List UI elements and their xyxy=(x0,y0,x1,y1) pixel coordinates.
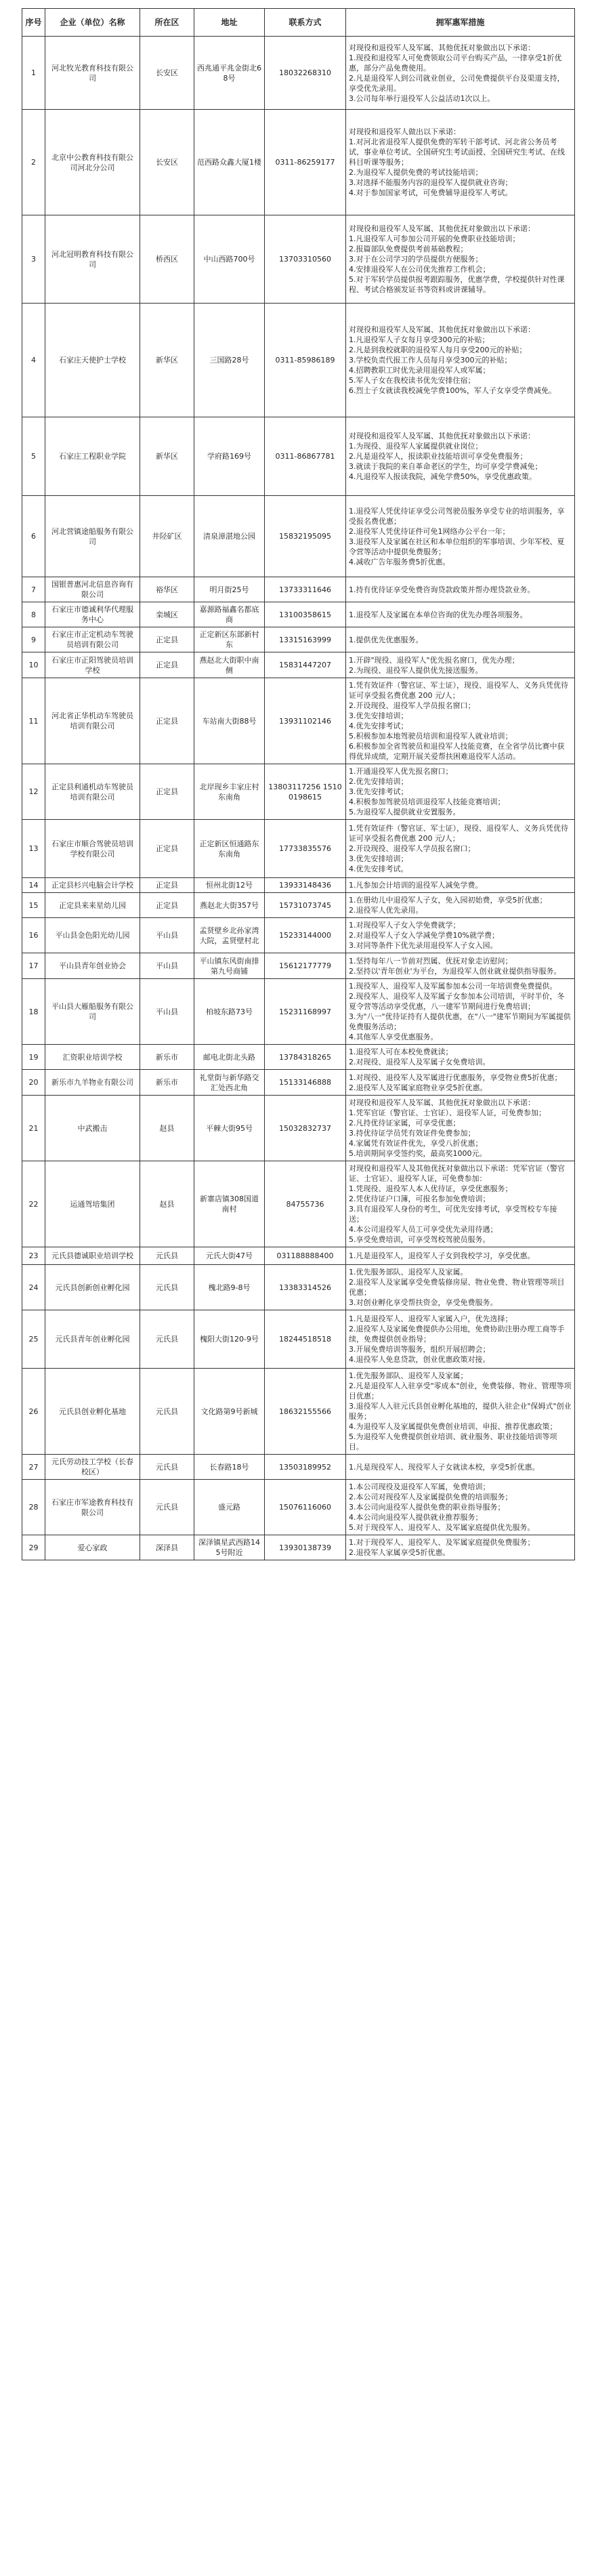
cell-measures: 对现役和退役军人及军属、其他优抚对象做出以下承诺： 1.现役和退役军人可免费领取公司平台购买产品，一律享受1折优惠，部分产品免费使用。 2.凡是退役军人到公司就业创业，公司免费提供平台及渠道支持，享受优先录用。 3.公司每年举行退役军人公益活动1次以上。 xyxy=(346,37,575,110)
cell-no: 1 xyxy=(22,37,45,110)
table-body xyxy=(22,37,575,1560)
cell-address: 槐北路9-8号 xyxy=(194,1265,265,1310)
cell-no: 3 xyxy=(22,215,45,304)
header-address: 地址 xyxy=(194,9,265,37)
cell-district: 正定县 xyxy=(140,820,194,878)
table-row xyxy=(22,1535,575,1560)
cell-district: 正定县 xyxy=(140,764,194,820)
cell-no: 20 xyxy=(22,1070,45,1096)
cell-district: 元氏县 xyxy=(140,1369,194,1455)
table-row xyxy=(22,1265,575,1310)
cell-address: 礼堂街与新华路交汇处西北角 xyxy=(194,1070,265,1096)
table-row xyxy=(22,820,575,878)
cell-address: 孟贤壁乡北孙家湾大院，孟贤壁村北 xyxy=(194,918,265,953)
cell-contact: 17733835576 xyxy=(265,820,346,878)
cell-name: 北京中公教育科技有限公司河北分公司 xyxy=(45,110,140,215)
cell-district: 长安区 xyxy=(140,37,194,110)
cell-district: 桥西区 xyxy=(140,215,194,304)
cell-measures: 1.凡是现役军人、现役军人子女就读本校，享受5折优惠。 xyxy=(346,1455,575,1480)
cell-no: 10 xyxy=(22,652,45,678)
cell-measures: 对现役和退役军人及其他优抚对象做出以下承诺：凭军官证（警官证、士官证）、退役军人证，可免费参加： 1.凭现役、退役军人本人优待证，享受优惠服务； 2.凭优待证户口簿，可报名参加免费培训； 3.具有退役军人身份的考生，可优先安排考试，享受驾校专车接送； 4.本公司退役军人员工可享受优先录用待遇； 5.享受免费培训，可享受驾校驾驶员服务。 xyxy=(346,1161,575,1247)
cell-contact: 15076116060 xyxy=(265,1480,346,1535)
table-row xyxy=(22,602,575,627)
cell-district: 正定县 xyxy=(140,893,194,918)
table-row xyxy=(22,627,575,652)
cell-name: 汇资职业培训学校 xyxy=(45,1045,140,1070)
cell-district: 井陉矿区 xyxy=(140,496,194,577)
cell-contact: 0311-86867781 xyxy=(265,417,346,496)
cell-measures: 1.凭有效证件（警官证、军士证），现役、退役军人、义务兵凭优待证可享受报名费优惠 200 元/人； 2.开设现役、退役军人学员报名窗口； 3.优先安排培训； 4.优先安排考试。 xyxy=(346,820,575,878)
table-row xyxy=(22,1455,575,1480)
cell-district: 元氏县 xyxy=(140,1247,194,1265)
cell-contact: 13703310560 xyxy=(265,215,346,304)
cell-contact: 13933148436 xyxy=(265,878,346,893)
table-row xyxy=(22,918,575,953)
cell-address: 正定新区东部新村东 xyxy=(194,627,265,652)
cell-no: 21 xyxy=(22,1096,45,1161)
cell-name: 元氏县创业孵化基地 xyxy=(45,1369,140,1455)
cell-measures: 1.凡是退役军人，退役军人子女到我校学习，享受优惠。 xyxy=(346,1247,575,1265)
cell-no: 4 xyxy=(22,304,45,417)
cell-address: 范西路众鑫大厦1楼 xyxy=(194,110,265,215)
cell-measures: 1.本公司现役及退役军人军属，免费培训； 2.本公司对现役军人及家属提供免费的培训服务； 3.本公司向退役军人提供免费的职业指导服务； 4.本公司向退役军人提供就业推荐服务； 5.对于现役军人、退役军人、及军属家庭提供优先服务。 xyxy=(346,1480,575,1535)
cell-district: 正定县 xyxy=(140,878,194,893)
header-measures: 拥军惠军措施 xyxy=(346,9,575,37)
table-row xyxy=(22,304,575,417)
cell-contact: 13931102146 xyxy=(265,678,346,764)
cell-name: 河北冠明教育科技有限公司 xyxy=(45,215,140,304)
cell-no: 18 xyxy=(22,979,45,1045)
cell-address: 长春路18号 xyxy=(194,1455,265,1480)
cell-measures: 1.开辟"现役、退役军人"优先报名窗口，优先办理； 2.为现役、退役军人提供优先接送服务。 xyxy=(346,652,575,678)
cell-address: 元氏大街47号 xyxy=(194,1247,265,1265)
cell-no: 6 xyxy=(22,496,45,577)
cell-contact: 13784318265 xyxy=(265,1045,346,1070)
cell-name: 正定县利通机动车驾驶员培训有限公司 xyxy=(45,764,140,820)
cell-measures: 1.开通退役军人优先报名窗口； 2.优先安排培训； 3.优先安排考试； 4.积极参加驾驶员培训退役军人技能竞赛培训； 5.为退役军人提供就业安置服务。 xyxy=(346,764,575,820)
cell-no: 17 xyxy=(22,953,45,979)
cell-address: 柏坡东路73号 xyxy=(194,979,265,1045)
cell-measures: 对现役和退役军人及军属、其他优抚对象做出以下承诺： 1.凡退役军人子女每月享受300元的补贴； 2.凡是到我校就职的退役军人每月享受200元的补贴； 3.学校负责代报工作人员每月享受300元的补贴； 4.招聘教职工时优先录用退役军人或军属； 5.军人子女在我校读书优先安排住宿； 6.烈士子女就读我校减免学费100%，军人子女享受学费减免。 xyxy=(346,304,575,417)
cell-no: 26 xyxy=(22,1369,45,1455)
cell-measures: 1.提供优先优惠服务。 xyxy=(346,627,575,652)
cell-name: 元氏县青年创业孵化园 xyxy=(45,1310,140,1369)
cell-address: 燕赵北大街职中南侧 xyxy=(194,652,265,678)
cell-address: 西兆通平兆金街北68号 xyxy=(194,37,265,110)
cell-name: 中武搬击 xyxy=(45,1096,140,1161)
cell-district: 正定县 xyxy=(140,652,194,678)
cell-measures: 1.退役军人凭优待证享受公司驾驶员服务享受专业的培训服务，享受报名费优惠； 2.退役军人凭优待证件可免1网络办公平台一年； 3.退役军人及家属在社区和本单位组织的军事培训、少年军校、夏令营等活动中提供免费服务； 4.减收广告年服务费5折优惠。 xyxy=(346,496,575,577)
cell-district: 平山县 xyxy=(140,953,194,979)
cell-measures: 1.在册幼儿中退役军人子女，免入园初始费，享受5折优惠； 2.退役军人优先录用。 xyxy=(346,893,575,918)
cell-measures: 1.凭有效证件（警官证、军士证），现役、退役军人、义务兵凭优待证可享受报名费优惠 200 元/人； 2.开设现役、退役军人学员报名窗口； 3.优先安排培训； 4.优先安排考试； 5.积极参加本地驾驶员培训和退役军人就业培训； 6.积极参加全省驾驶员和退役军人技能竞赛，在全省学员比赛中获得优异成绩，定期开展关爱帮扶困难退役军人活动。 xyxy=(346,678,575,764)
table-header-row xyxy=(22,9,575,37)
table-row xyxy=(22,577,575,602)
cell-district: 元氏县 xyxy=(140,1265,194,1310)
table-row xyxy=(22,1045,575,1070)
cell-no: 13 xyxy=(22,820,45,878)
header-district: 所在区 xyxy=(140,9,194,37)
cell-name: 元氏县创新创业孵化园 xyxy=(45,1265,140,1310)
cell-measures: 1.对现役、退役军人及军属进行优惠服务，享受物业费5折优惠； 2.退役军人及军属家庭物业享受5折优惠。 xyxy=(346,1070,575,1096)
cell-address: 燕赵北大街357号 xyxy=(194,893,265,918)
cell-no: 11 xyxy=(22,678,45,764)
cell-contact: 18032268310 xyxy=(265,37,346,110)
cell-no: 14 xyxy=(22,878,45,893)
merchant-table xyxy=(22,8,575,1560)
cell-name: 平山县大雁船服务有限公司 xyxy=(45,979,140,1045)
cell-contact: 0311-85986189 xyxy=(265,304,346,417)
cell-contact: 13733311646 xyxy=(265,577,346,602)
cell-district: 新乐市 xyxy=(140,1045,194,1070)
cell-no: 27 xyxy=(22,1455,45,1480)
cell-district: 深泽县 xyxy=(140,1535,194,1560)
cell-no: 25 xyxy=(22,1310,45,1369)
table-row xyxy=(22,1480,575,1535)
cell-measures: 1.现役军人、退役军人及军属参加本公司一年培训费免费提供。 2.现役军人、退役军人及军属子女参加本公司培训，平时半价，冬夏令营等活动享受优惠，八一建军节期间进行免费培训； 3.为"八一"优待证持有人提供优惠，在"八一"建军节期间为军属提供免费服务活动； 4.其他军人享受优惠服务。 xyxy=(346,979,575,1045)
cell-address: 中山西路700号 xyxy=(194,215,265,304)
cell-address: 深泽镇星武西路145号附近 xyxy=(194,1535,265,1560)
cell-district: 赵县 xyxy=(140,1161,194,1247)
cell-name: 元氏劳动技工学校（长春校区） xyxy=(45,1455,140,1480)
table-row xyxy=(22,652,575,678)
cell-contact: 15831447207 xyxy=(265,652,346,678)
cell-measures: 1.凡参加会计培训的退役军人减免学费。 xyxy=(346,878,575,893)
table-row xyxy=(22,953,575,979)
cell-address: 三国路28号 xyxy=(194,304,265,417)
cell-measures: 对现役和退役军人及军属、其他优抚对象做出以下承诺： 1.凡退役军人可参加公司开展的免费职业技能培训； 2.报篇部队免费提供考前基础教程； 3.对于在公司学习的学员提供方便服务； 4.安排退役军人在公司优先推荐工作机会； 5.对于军转学员提供报考跟踪服务，优惠学费，学校提供针对性课程、考试合格颁发证书等资料或讲课辅导。 xyxy=(346,215,575,304)
cell-name: 石家庄市正定机动车驾驶员培训有限公司 xyxy=(45,627,140,652)
table-row xyxy=(22,893,575,918)
cell-address: 恒州北街12号 xyxy=(194,878,265,893)
cell-name: 爱心家政 xyxy=(45,1535,140,1560)
cell-measures: 1.坚持每年八一节前对烈属、优抚对象走访慰问； 2.坚持以'青年创业'为平台，为退役军人创业就业提供指导服务。 xyxy=(346,953,575,979)
table-row xyxy=(22,1070,575,1096)
cell-contact: 15032832737 xyxy=(265,1096,346,1161)
cell-district: 平山县 xyxy=(140,979,194,1045)
cell-district: 裕华区 xyxy=(140,577,194,602)
cell-name: 新乐市九羊物业有限公司 xyxy=(45,1070,140,1096)
cell-no: 29 xyxy=(22,1535,45,1560)
cell-address: 邮电北街北头路 xyxy=(194,1045,265,1070)
cell-contact: 15612177779 xyxy=(265,953,346,979)
cell-no: 23 xyxy=(22,1247,45,1265)
cell-no: 16 xyxy=(22,918,45,953)
table-row xyxy=(22,1310,575,1369)
cell-no: 2 xyxy=(22,110,45,215)
cell-contact: 13315163999 xyxy=(265,627,346,652)
cell-no: 9 xyxy=(22,627,45,652)
table-row xyxy=(22,1247,575,1265)
cell-name: 国银普惠河北信息咨询有限公司 xyxy=(45,577,140,602)
table-row xyxy=(22,678,575,764)
cell-contact: 031188888400 xyxy=(265,1247,346,1265)
cell-contact: 15731073745 xyxy=(265,893,346,918)
cell-name: 石家庄市德诚利华代理服务中心 xyxy=(45,602,140,627)
cell-name: 正定县来来星幼儿园 xyxy=(45,893,140,918)
cell-contact: 0311-86259177 xyxy=(265,110,346,215)
cell-address: 北岸现乡丰家庄村东南角 xyxy=(194,764,265,820)
table-row xyxy=(22,37,575,110)
cell-contact: 15832195095 xyxy=(265,496,346,577)
cell-name: 石家庄工程职业学院 xyxy=(45,417,140,496)
cell-district: 正定县 xyxy=(140,678,194,764)
cell-name: 石家庄市顺合驾驶员培训学校有限公司 xyxy=(45,820,140,878)
header-contact: 联系方式 xyxy=(265,9,346,37)
cell-no: 8 xyxy=(22,602,45,627)
cell-measures: 对现役和退役军人做出以下承诺： 1.对河北省退役军人提供免费的军转干部考试、河北省公务员考试、事业单位考试、全国研究生考试面授、全国研究生考试、在线科目听课等服务； 2.为退役军人提供免费的考试技能培训； 3.对选择不能服务内容的退役军人提供就业咨询； 4.对于参加国家考试，可免费辅导退役军人考试。 xyxy=(346,110,575,215)
cell-district: 正定县 xyxy=(140,627,194,652)
cell-contact: 13383314526 xyxy=(265,1265,346,1310)
cell-name: 平山县青年创业协会 xyxy=(45,953,140,979)
table-row xyxy=(22,1161,575,1247)
cell-contact: 15231168997 xyxy=(265,979,346,1045)
cell-no: 24 xyxy=(22,1265,45,1310)
cell-contact: 13803117256 15100198615 xyxy=(265,764,346,820)
cell-address: 盛元路 xyxy=(194,1480,265,1535)
cell-district: 元氏县 xyxy=(140,1455,194,1480)
cell-measures: 对现役和退役军人及军属、其他优抚对象做出以下承诺： 1.凭军官证（警官证、士官证）、退役军人证，可免费参加； 2.凡持优待证家属，可享受优惠； 3.持优待证学员凭有效证件免费参加； 4.家属凭有效证件优先，享受八折优惠； 5.培训期间享受签约奖，最高奖1000元。 xyxy=(346,1096,575,1161)
table-row xyxy=(22,764,575,820)
cell-name: 正定县杉兴电脑会计学校 xyxy=(45,878,140,893)
cell-name: 河北牧光教育科技有限公司 xyxy=(45,37,140,110)
cell-address: 文化路第9号新城 xyxy=(194,1369,265,1455)
cell-measures: 1.优先服务部队、退役军人及家属。 2.退役军人及家属享受免费装修房屋、物业免费、物业管理等项目优惠； 3.对创业孵化享受帮扶资金，享受免费服务。 xyxy=(346,1265,575,1310)
cell-name: 平山县金色阳光幼儿园 xyxy=(45,918,140,953)
cell-measures: 1.对现役军人子女入学免费就学； 2.对退役军人子女入学减免学费10%就学费； 3.对同等条件下优先录用退役军人子女入园。 xyxy=(346,918,575,953)
cell-contact: 13930138739 xyxy=(265,1535,346,1560)
cell-district: 平山县 xyxy=(140,918,194,953)
cell-district: 栾城区 xyxy=(140,602,194,627)
cell-name: 运通驾培集团 xyxy=(45,1161,140,1247)
header-name: 企业（单位）名称 xyxy=(45,9,140,37)
header-no: 序号 xyxy=(22,9,45,37)
cell-address: 嘉源路福鑫名都底商 xyxy=(194,602,265,627)
table-row xyxy=(22,979,575,1045)
cell-measures: 1.退役军人可在本校免费就读； 2.对现役、退役军人及军属子女免费培训。 xyxy=(346,1045,575,1070)
cell-contact: 15233144000 xyxy=(265,918,346,953)
cell-measures: 1.凡是退役军人、退役军人家属入户，优先选择； 2.退役军人及家属免费提供办公用地，免费协助注册办理工商等手续，免费提供创业指导； 3.开展免费培训等服务，组织开展招聘会； 4.退役军人免息贷款，创业优惠政策对接。 xyxy=(346,1310,575,1369)
cell-contact: 18632155566 xyxy=(265,1369,346,1455)
cell-address: 平棘大街95号 xyxy=(194,1096,265,1161)
cell-name: 石家庄市正阳驾驶员培训学校 xyxy=(45,652,140,678)
cell-address: 新寨店镇308国道南村 xyxy=(194,1161,265,1247)
cell-no: 19 xyxy=(22,1045,45,1070)
cell-address: 清泉漳湛地公园 xyxy=(194,496,265,577)
cell-no: 28 xyxy=(22,1480,45,1535)
cell-contact: 15133146888 xyxy=(265,1070,346,1096)
table-row xyxy=(22,1369,575,1455)
cell-contact: 18244518518 xyxy=(265,1310,346,1369)
cell-district: 新华区 xyxy=(140,417,194,496)
cell-district: 元氏县 xyxy=(140,1480,194,1535)
cell-address: 正定新区恒通路东东南角 xyxy=(194,820,265,878)
table-row xyxy=(22,878,575,893)
cell-address: 车站南大街88号 xyxy=(194,678,265,764)
cell-measures: 1.退役军人及家属在本单位咨询的优先办理各项服务。 xyxy=(346,602,575,627)
cell-measures: 1.持有优待证享受免费咨询贷款政策并帮办理贷款业务。 xyxy=(346,577,575,602)
table-row xyxy=(22,417,575,496)
cell-no: 5 xyxy=(22,417,45,496)
table-row xyxy=(22,110,575,215)
cell-no: 15 xyxy=(22,893,45,918)
cell-address: 学府路169号 xyxy=(194,417,265,496)
table-row xyxy=(22,496,575,577)
cell-name: 元氏县德诚职业培训学校 xyxy=(45,1247,140,1265)
cell-name: 石家庄市军途教育科技有限公司 xyxy=(45,1480,140,1535)
cell-district: 元氏县 xyxy=(140,1310,194,1369)
cell-name: 河北营镇途船服务有限公司 xyxy=(45,496,140,577)
cell-no: 12 xyxy=(22,764,45,820)
cell-no: 22 xyxy=(22,1161,45,1247)
cell-contact: 13100358615 xyxy=(265,602,346,627)
cell-district: 新乐市 xyxy=(140,1070,194,1096)
cell-address: 槐阳大街120-9号 xyxy=(194,1310,265,1369)
cell-district: 新华区 xyxy=(140,304,194,417)
cell-district: 赵县 xyxy=(140,1096,194,1161)
cell-address: 明月街25号 xyxy=(194,577,265,602)
cell-district: 长安区 xyxy=(140,110,194,215)
table-row xyxy=(22,1096,575,1161)
cell-no: 7 xyxy=(22,577,45,602)
cell-measures: 1.优先服务部队、退役军人及家属； 2.凡是退役军人入驻享受"零成本"创业，免费装修、物业、管理等项目优惠； 3.退役军人入驻元氏县创业孵化基地的，提供入驻企业"保姆式"创业服务； 4.为退役军人及家属提供免费创业培训、申报、推荐优惠政策； 5.为退役军人免费提供创业培训、就业服务、职业技能培训等项目。 xyxy=(346,1369,575,1455)
cell-name: 河北省正华机动车驾驶员培训有限公司 xyxy=(45,678,140,764)
cell-address: 平山镇东风街南排第九号商铺 xyxy=(194,953,265,979)
cell-contact: 13503189952 xyxy=(265,1455,346,1480)
cell-contact: 84755736 xyxy=(265,1161,346,1247)
cell-name: 石家庄天使护士学校 xyxy=(45,304,140,417)
table-row xyxy=(22,215,575,304)
cell-measures: 对现役和退役军人及军属、其他优抚对象做出以下承诺： 1.为现役、退役军人家属提供就业岗位； 2.凡是退役军人，报读职业技能培训可享受免费服务； 3.就读于我院的来自革命老区的学生，均可享受学费减免； 4.凡退役军人报读我院，减免学费50%，享受优惠政策。 xyxy=(346,417,575,496)
cell-measures: 1.对于现役军人、退役军人、及军属家庭提供免费服务； 2.退役军人家属享受5折优惠。 xyxy=(346,1535,575,1560)
